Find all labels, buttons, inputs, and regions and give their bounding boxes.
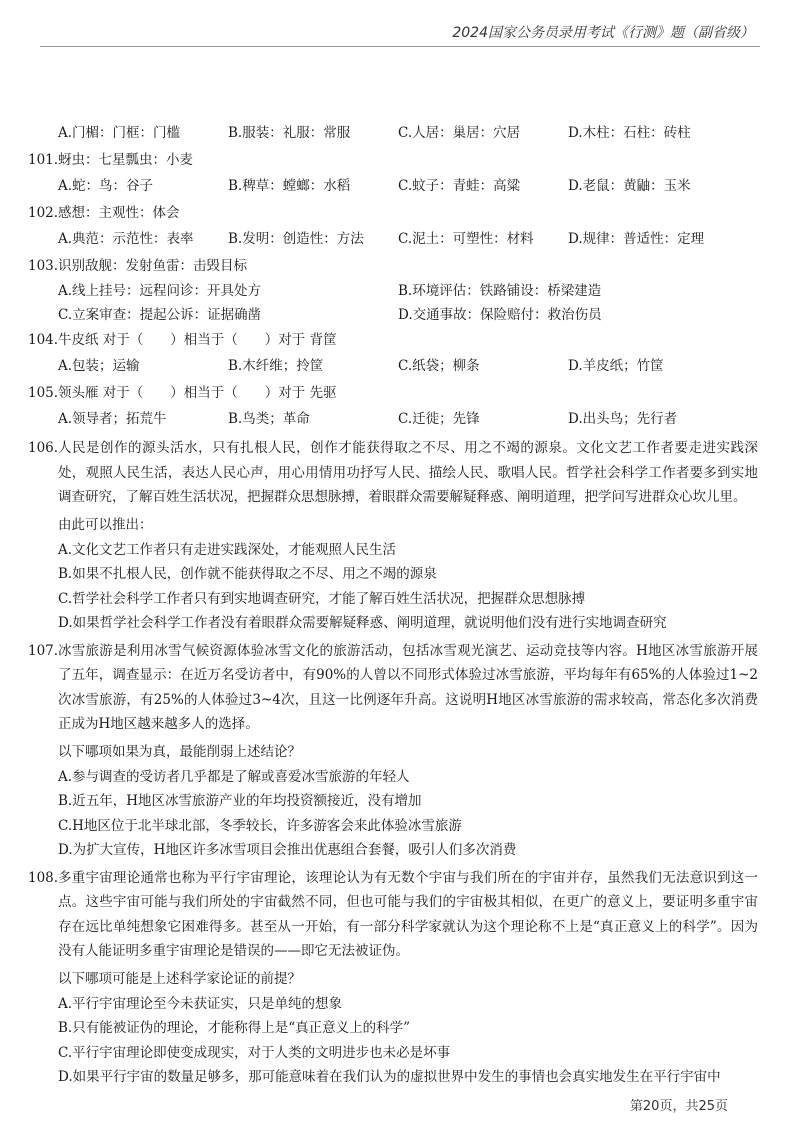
- header-divider: [40, 46, 760, 47]
- q107-stem: [28, 639, 758, 737]
- q102-option-c[interactable]: C.泥土：可塑性：材料: [398, 231, 534, 247]
- q103-options: [58, 279, 758, 327]
- q101-option-d[interactable]: D.老鼠：黄鼬：玉米: [568, 178, 691, 194]
- q103-stem: [28, 253, 758, 279]
- q102-option-b[interactable]: B.发明：创造性：方法: [228, 231, 364, 247]
- q102-stem: [28, 200, 758, 226]
- q100-option-b[interactable]: B.服装：礼服：常服: [228, 125, 351, 141]
- q104-text: 牛皮纸 对于（ ）相当于（ ）对于 背筐: [58, 332, 337, 348]
- q101-text: 蚜虫：七星瓢虫：小麦: [58, 152, 193, 168]
- q101-option-c[interactable]: C.蚊子：青蛙：高粱: [398, 178, 521, 194]
- q105-number: 105.: [28, 385, 59, 401]
- q108-prompt: 以下哪项可能是上述科学家论证的前提？: [58, 970, 301, 987]
- running-header: 2024国家公务员录用考试《行测》题（副省级）: [452, 25, 754, 41]
- q107-text: 冰雪旅游是利用冰雪气候资源体验冰雪文化的旅游活动，包括冰雪观光演艺、运动竞技等内容。H地区冰雪旅游开展了五年，调查显示：在近万名受访者中，有90%的人曾以不同形式体验过冰雪旅游，平均每年有65%的人体验过1~2次冰雪旅游，有25%的人体验过3~4次，且这一比例逐年升高。这说明H地区冰雪旅游的需求较高，常态化多次消费正成为H地区越来越多人的选择。: [58, 642, 758, 732]
- q106-text: 人民是创作的源头活水，只有扎根人民，创作才能获得取之不尽、用之不竭的源泉。文化文艺工作者要走进实践深处，观照人民生活，表达人民心声，用心用情用功抒写人民、描绘人民、歌唱人民。哲学社会科学工作者要多到实地调查研究，了解百姓生活状况，把握群众思想脉搏，着眼群众需要解疑释惑、阐明道理，把学问写进群众心坎儿里。: [58, 440, 758, 505]
- q102-option-a[interactable]: A.典范：示范性：表率: [58, 231, 194, 247]
- q100-option-c[interactable]: C.人居：巢居：穴居: [398, 125, 521, 141]
- q102-number: 102.: [28, 205, 59, 221]
- q104-options: [58, 353, 758, 380]
- q106-option-b[interactable]: B.如果不扎根人民，创作就不能获得取之不尽、用之不竭的源泉: [58, 566, 437, 582]
- q107-option-c[interactable]: C.H地区位于北半球北部，冬季较长，许多游客会来此体验冰雪旅游: [58, 817, 462, 834]
- q105-options: [58, 406, 758, 433]
- q107-option-a[interactable]: A.参与调查的受访者几乎都是了解或喜爱冰雪旅游的年轻人: [58, 768, 410, 785]
- q102-option-d[interactable]: D.规律：普适性：定理: [568, 231, 705, 247]
- q103-option-b[interactable]: B.环境评估：铁路铺设：桥梁建造: [398, 283, 602, 299]
- q102-text: 感想：主观性：体会: [58, 205, 180, 221]
- q104-option-c[interactable]: C.纸袋；柳条: [398, 358, 480, 374]
- q101-options: [58, 173, 758, 200]
- q106-stem: [28, 436, 758, 510]
- question-content: [28, 120, 758, 1090]
- q100-option-a[interactable]: A.门楣：门框：门槛: [58, 125, 181, 141]
- q101-number: 101.: [28, 152, 59, 168]
- q108-option-a[interactable]: A.平行宇宙理论至今未获证实，只是单纯的想象: [58, 995, 343, 1012]
- q104-option-b[interactable]: B.木纤维；拎筐: [228, 358, 324, 374]
- q103-option-d[interactable]: D.交通事故：保险赔付：救治伤员: [398, 307, 602, 323]
- q100-option-d[interactable]: D.木柱：石柱：砖柱: [568, 125, 691, 141]
- q101-option-a[interactable]: A.蛇：鸟：谷子: [58, 178, 154, 194]
- q106-prompt: 由此可以推出：: [58, 516, 153, 533]
- q105-option-d[interactable]: D.出头鸟；先行者: [568, 411, 678, 427]
- q107-option-d[interactable]: D.为扩大宣传，H地区许多冰雪项目会推出优惠组合套餐，吸引人们多次消费: [58, 842, 517, 858]
- q108-stem: [28, 866, 758, 964]
- q108-option-c[interactable]: C.平行宇宙理论即使变成现实，对于人类的文明进步也未必是坏事: [58, 1044, 451, 1061]
- q108-number: 108.: [28, 869, 59, 886]
- q104-option-a[interactable]: A.包装；运输: [58, 358, 140, 374]
- q103-text: 识别敌舰：发射鱼雷：击毁目标: [58, 258, 247, 274]
- q103-option-a[interactable]: A.线上挂号：远程问诊：开具处方: [58, 283, 262, 299]
- page-number: 第20页，共25页: [629, 1099, 728, 1114]
- q102-options: [58, 226, 758, 253]
- q103-option-c[interactable]: C.立案审查：提起公诉：证据确凿: [58, 307, 262, 323]
- q107-prompt: 以下哪项如果为真，最能削弱上述结论？: [58, 743, 301, 760]
- q105-option-c[interactable]: C.迁徙；先锋: [398, 411, 480, 427]
- q105-option-b[interactable]: B.鸟类；革命: [228, 411, 310, 427]
- q105-stem: [28, 380, 758, 406]
- q108-option-d[interactable]: D.如果平行宇宙的数量足够多，那可能意味着在我们认为的虚拟世界中发生的事情也会真实地发生在平行宇宙中: [58, 1069, 721, 1085]
- q104-option-d[interactable]: D.羊皮纸；竹筐: [568, 358, 664, 374]
- q105-option-a[interactable]: A.领导者；拓荒牛: [58, 411, 167, 427]
- q108-option-b[interactable]: B.只有能被证伪的理论，才能称得上是“真正意义上的科学”: [58, 1020, 411, 1036]
- q101-stem: [28, 147, 758, 173]
- q104-number: 104.: [28, 332, 59, 348]
- q104-stem: [28, 327, 758, 353]
- q106-option-a[interactable]: A.文化文艺工作者只有走进实践深处，才能观照人民生活: [58, 541, 397, 558]
- q106-option-c[interactable]: C.哲学社会科学工作者只有到实地调查研究，才能了解百姓生活状况，把握群众思想脉搏: [58, 590, 586, 607]
- q106-option-d[interactable]: D.如果哲学社会科学工作者没有着眼群众需要解疑释惑、阐明道理，就说明他们没有进行实地调查研究: [58, 615, 667, 631]
- q101-option-b[interactable]: B.稗草：螳螂：水稻: [228, 178, 351, 194]
- q107-option-b[interactable]: B.近五年，H地区冰雪旅游产业的年均投资额接近，没有增加: [58, 793, 422, 809]
- q106-number: 106.: [28, 440, 59, 456]
- q100-options: [58, 120, 758, 147]
- q105-text: 领头雁 对于（ ）相当于（ ）对于 先驱: [58, 385, 337, 401]
- q108-text: 多重宇宙理论通常也称为平行宇宙理论，该理论认为有无数个宇宙与我们所在的宇宙并存，虽然我们无法意识到这一点。这些宇宙可能与我们所处的宇宙截然不同，但也可能与我们的宇宙极其相似，在更广的意义上，要证明多重宇宙存在远比单纯想象它困难得多。甚至从一开始，有一部分科学家就认为这个理论称不上是“真正意义上的科学”。因为没有人能证明多重宇宙理论是错误的——即它无法被证伪。: [58, 869, 758, 959]
- q107-number: 107.: [28, 642, 59, 659]
- q103-number: 103.: [28, 258, 59, 274]
